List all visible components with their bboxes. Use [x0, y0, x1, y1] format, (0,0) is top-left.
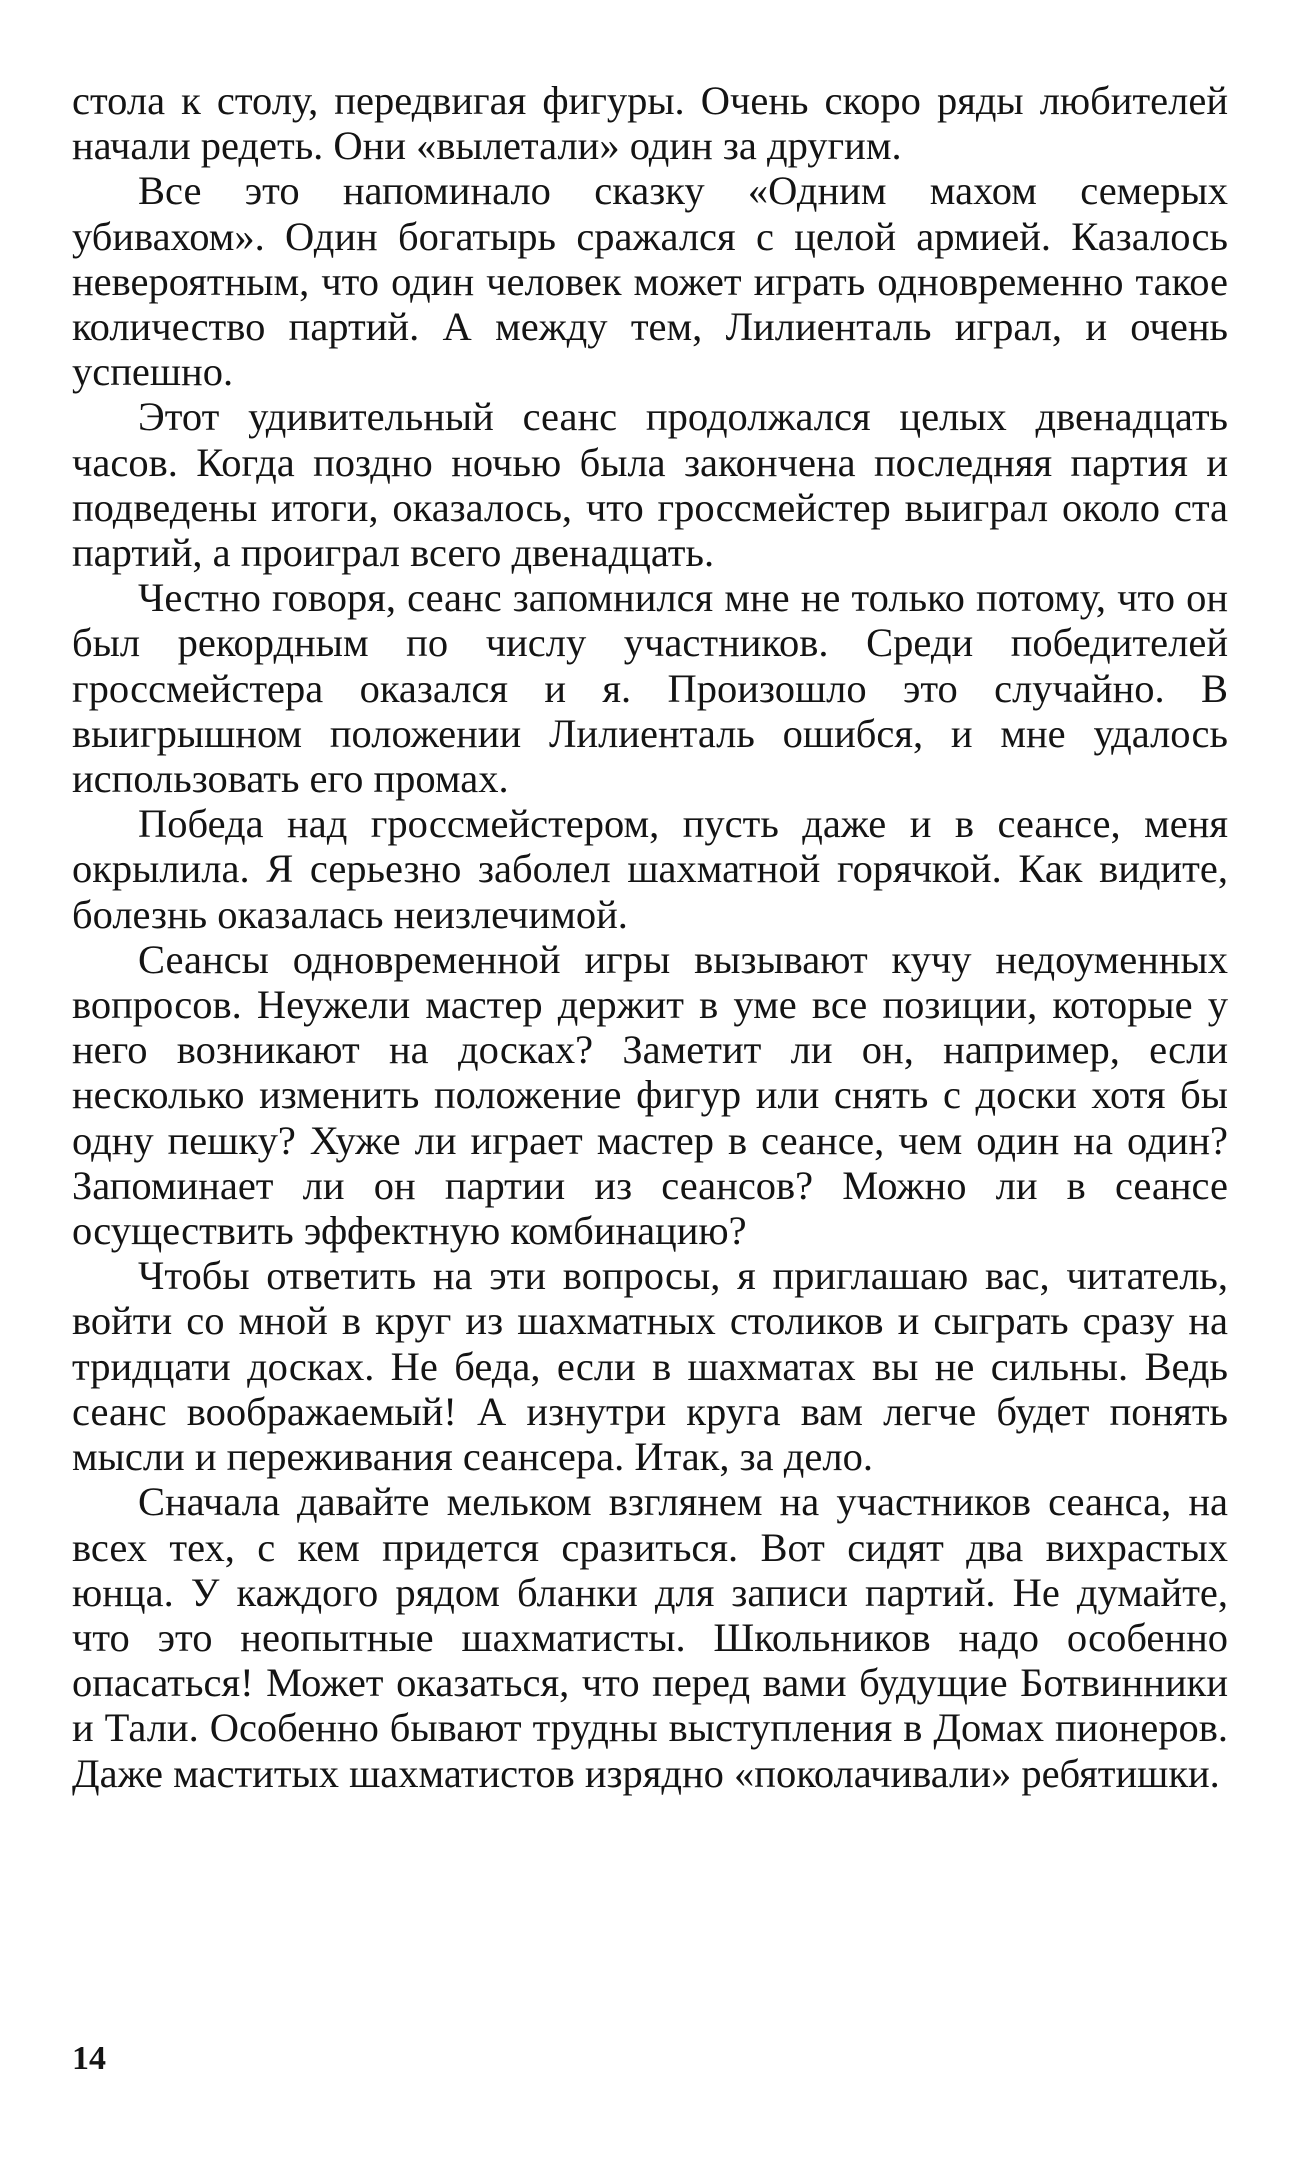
paragraph: Все это напоминало сказку «Одним махом семерых убивахом». Один богатырь сражался с целой армией. Казалось невероятным, что один человек может играть одновременно такое количество партий. А между тем, Лилиенталь играл, и очень успешно. [72, 168, 1228, 395]
paragraph: Победа над гроссмейстером, пусть даже и в сеансе, меня окрылила. Я серьезно заболел шахматной горячкой. Как видите, болезнь оказалась неизлечимой. [72, 801, 1228, 937]
paragraph: Честно говоря, сеанс запомнился мне не только потому, что он был рекордным по числу участников. Среди победителей гроссмейстера оказался и я. Произошло это случайно. В выигрышном положении Лилиенталь ошибся, и мне удалось использовать его промах. [72, 575, 1228, 802]
page-text [72, 78, 1228, 1796]
paragraph: Этот удивительный сеанс продолжался целых двенадцать часов. Когда поздно ночью была закончена последняя партия и подведены итоги, оказалось, что гроссмейстер выиграл около ста партий, а проиграл всего двенадцать. [72, 394, 1228, 576]
paragraph: Сначала давайте мельком взглянем на участников сеанса, на всех тех, с кем придется сразиться. Вот сидят два вихрастых юнца. У каждого рядом бланки для записи партий. Не думайте, что это неопытные шахматисты. Школьников надо особенно опасаться! Может оказаться, что перед вами будущие Ботвинники и Тали. Особенно бывают трудны выступления в Домах пионеров. Даже маститых шахматистов изрядно «поколачивали» ребятишки. [72, 1479, 1228, 1796]
page-number: 14 [72, 2040, 106, 2077]
paragraph: Чтобы ответить на эти вопросы, я приглашаю вас, читатель, войти со мной в круг из шахматных столиков и сыграть сразу на тридцати досках. Не беда, если в шахматах вы не сильны. Ведь сеанс воображаемый! А изнутри круга вам легче будет понять мысли и переживания сеансера. Итак, за дело. [72, 1253, 1228, 1480]
paragraph-continuation: стола к столу, передвигая фигуры. Очень скоро ряды любителей начали редеть. Они «вылетали» один за другим. [72, 78, 1228, 169]
paragraph: Сеансы одновременной игры вызывают кучу недоуменных вопросов. Неужели мастер держит в уме все позиции, которые у него возникают на досках? Заметит ли он, например, если несколько изменить положение фигур или снять с доски хотя бы одну пешку? Хуже ли играет мастер в сеансе, чем один на один? Запоминает ли он партии из сеансов? Можно ли в сеансе осуществить эффектную комбинацию? [72, 936, 1228, 1254]
